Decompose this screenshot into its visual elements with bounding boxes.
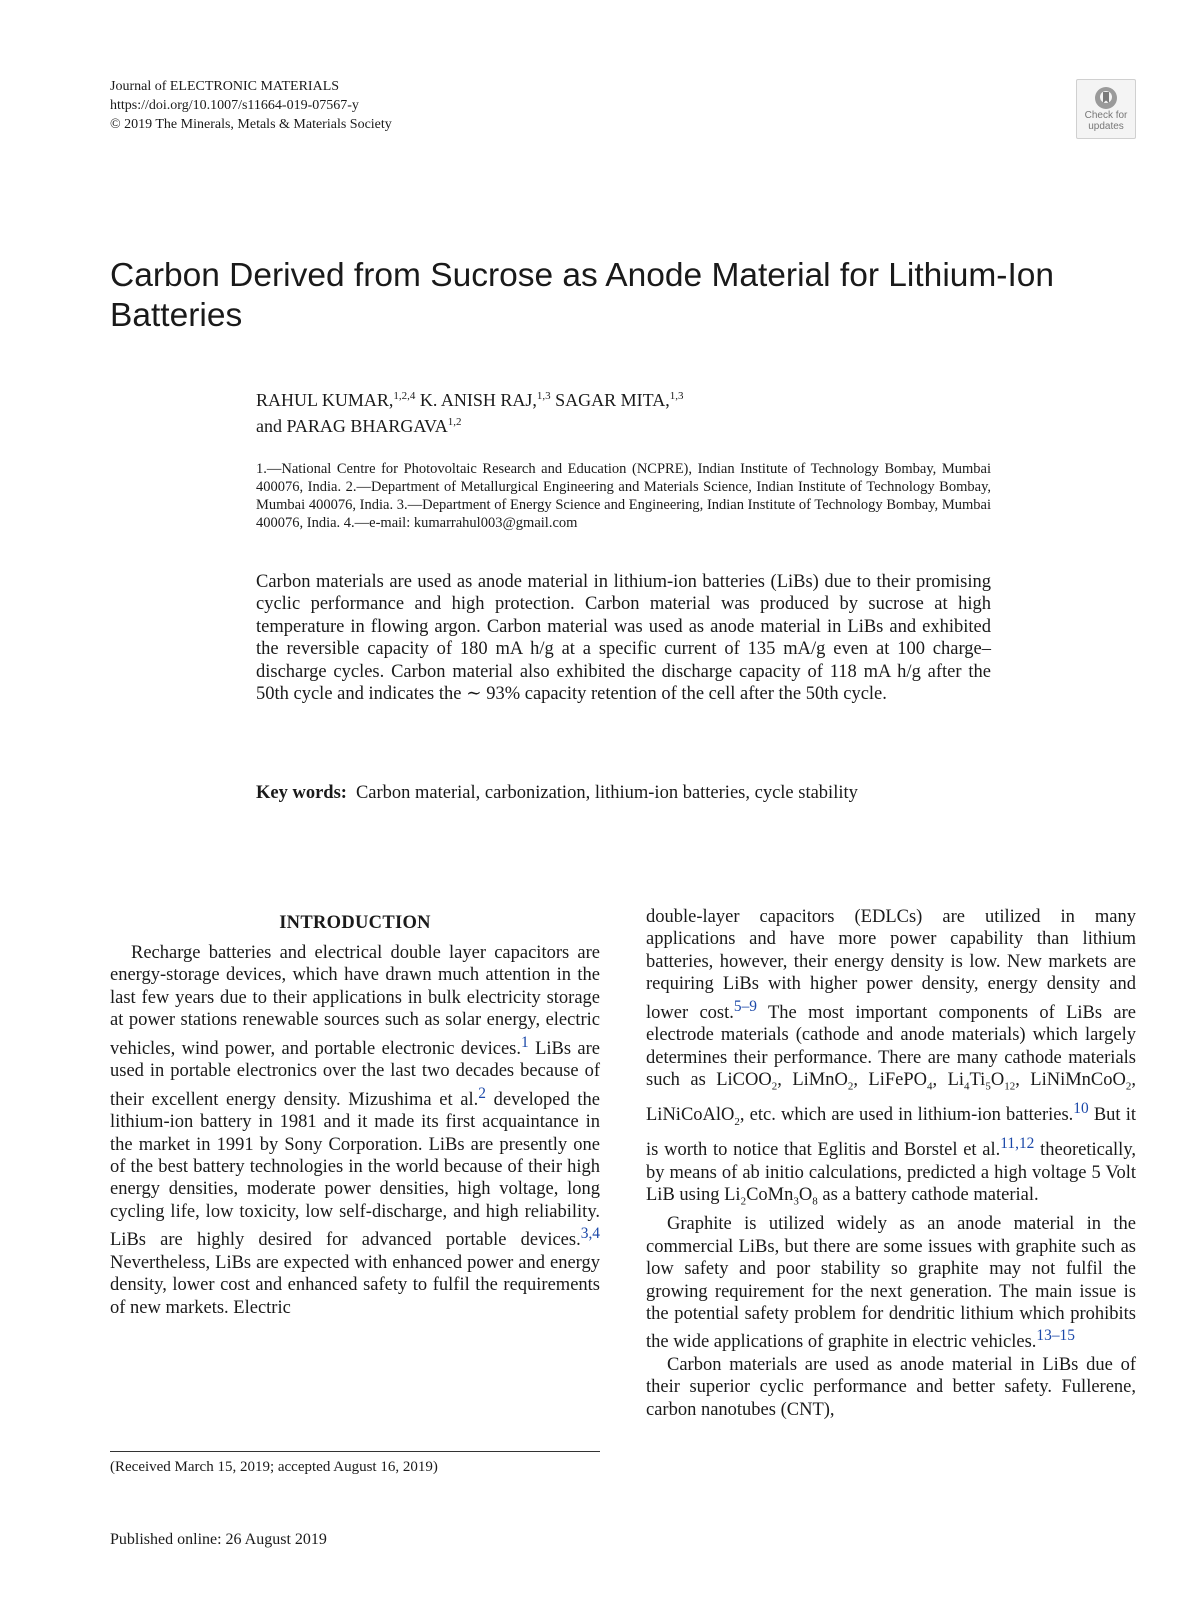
chemical-subscript: 2 — [847, 1080, 854, 1093]
chemical-subscript: 2 — [740, 1196, 747, 1208]
chemical-subscript: 4 — [964, 1080, 970, 1093]
doi-link[interactable]: https://doi.org/10.1007/s11664-019-07567-y — [110, 98, 359, 113]
text-run: , LiMnO — [777, 1070, 848, 1090]
text-run: , Li — [932, 1070, 965, 1090]
abstract: Carbon materials are used as anode material in lithium-ion batteries (LiBs) due to their promising cyclic performance and high protection. Carbon material was produced by sucrose at high temperature in flowing argon. Carbon material was used as anode material in LiBs and exhibited the reversible capacity of 180 mA h/g at a specific current of 135 mA/g even at 100 charge–discharge cycles. Carbon material also exhibited the discharge capacity of 118 mA h/g after the 50th cycle and indicates the ∼ 93% capacity retention of the cell after the 50th cycle. — [256, 572, 991, 705]
body-paragraph — [646, 906, 1136, 1213]
citation-link[interactable]: 2 — [478, 1084, 486, 1102]
section-heading-introduction: INTRODUCTION — [279, 913, 431, 933]
body-paragraph — [110, 942, 600, 1319]
text-run: , LiNiCoAlO — [646, 1070, 1136, 1126]
keywords-text: Carbon material, carbonization, lithium-ion batteries, cycle stability — [355, 783, 858, 803]
chemical-subscript: 4 — [927, 1080, 933, 1093]
author-list — [256, 385, 683, 437]
text-run: Nevertheless, LiBs are expected with enhanced power and energy density, lower cost and enhanced safety to fulfil the requirements of new markets. Electric — [110, 1252, 600, 1318]
citation-link[interactable]: 10 — [1073, 1100, 1089, 1118]
text-run: Recharge batteries and electrical double layer capacitors are energy-storage devices, which have drawn much attention in the last few years due to their applications in bulk electricity storage at power stations renewable sources such as solar energy, electric vehicles, wind power, and portable electronic devices. — [110, 943, 600, 1059]
keywords-block — [256, 782, 991, 804]
received-dates-footnote: (Received March 15, 2019; accepted August 16, 2019) — [110, 1459, 438, 1475]
author-name: and PARAG BHARGAVA — [256, 416, 448, 436]
journal-header — [110, 77, 392, 134]
text-run: , LiFePO — [853, 1070, 927, 1090]
text-run: Graphite is utilized widely as an anode material in the commercial LiBs, but there are some issues with graphite such as low safety and poor stability so graphite may not fulfil the growing requirement for the next generation. The main issue is the potential safety problem for dendritic lithium which prohibits the wide applications of graphite in electric vehicles. — [646, 1214, 1136, 1353]
chemical-subscript: 12 — [1004, 1080, 1016, 1093]
body-paragraph — [646, 1213, 1136, 1354]
chemical-subscript: 5 — [985, 1080, 991, 1093]
paper-title: Carbon Derived from Sucrose as Anode Material for Lithium-Ion Batteries — [110, 257, 1055, 334]
chemical-subscript: 2 — [734, 1115, 740, 1128]
copyright-line: © 2019 The Minerals, Metals & Materials Society — [110, 117, 392, 132]
author-name: SAGAR MITA, — [550, 390, 670, 410]
text-run: , etc. which are used in lithium-ion batteries. — [739, 1105, 1074, 1126]
chemical-subscript: 2 — [771, 1080, 778, 1093]
author-affiliation-marker: 1,3 — [536, 390, 551, 402]
citation-link[interactable]: 1 — [520, 1033, 529, 1051]
text-run: Ti — [969, 1070, 986, 1090]
badge-label-line1: Check for — [1084, 110, 1128, 121]
text-run: CoMn — [746, 1185, 794, 1206]
text-run: O — [798, 1185, 813, 1206]
chemical-subscript: 8 — [812, 1196, 818, 1208]
check-for-updates-button[interactable] — [1076, 79, 1136, 139]
chemical-subscript: 3 — [793, 1196, 799, 1208]
text-run: O — [990, 1070, 1005, 1090]
published-online-date: Published online: 26 August 2019 — [110, 1531, 327, 1548]
affiliations: 1.—National Centre for Photovoltaic Research and Education (NCPRE), Indian Institute of Technology Bombay, Mumbai 400076, India. 2.—Department of Metallurgical Engineering and Materials Science, Indian Institute of Technology Bombay, Mumbai 400076, India. 3.—Department of Energy Science and Engineering, Indian Institute of Technology Bombay, Mumbai 400076, India. 4.—e-mail: kumarrahul003@gmail.com — [256, 461, 991, 531]
text-run: double-layer capacitors (EDLCs) are utilized in many applications and have more power capability than lithium batteries, however, their energy density is low. New markets are requiring LiBs with higher power density, energy density and lower cost. — [646, 907, 1136, 1023]
author-affiliation-marker: 1,3 — [669, 390, 684, 402]
body-paragraph: Carbon materials are used as anode material in LiBs due of their superior cyclic performance and better safety. Fullerene, carbon nanotubes (CNT), — [646, 1355, 1136, 1420]
chemical-subscript: 2 — [1125, 1080, 1132, 1093]
citation-link[interactable]: 13–15 — [1036, 1327, 1075, 1345]
journal-name: Journal of ELECTRONIC MATERIALS — [110, 79, 340, 94]
text-run: LiBs are used in portable electronics over the last two decades because of their excellent energy density. Mizushima et al. — [110, 1038, 601, 1110]
text-run: as a battery cathode material. — [817, 1185, 1039, 1206]
text-run: The most important components of LiBs are electrode materials (cathode and anode materials) which largely determines their performance. There are many cathode materials such as LiCOO — [646, 1002, 1136, 1090]
crossmark-icon — [1094, 86, 1118, 110]
author-affiliation-marker: 1,2 — [447, 416, 462, 428]
text-run: theoretically, by means of ab initio calculations, predicted a high voltage 5 Volt LiB using Li — [646, 1140, 1136, 1206]
citation-link[interactable]: 3,4 — [580, 1225, 600, 1243]
text-run: But it is worth to notice that Eglitis and Borstel et al. — [646, 1105, 1136, 1161]
footnote-divider — [110, 1451, 600, 1452]
author-name: RAHUL KUMAR, — [256, 390, 394, 410]
body-column-right — [646, 906, 1136, 1421]
author-name: K. ANISH RAJ, — [415, 390, 537, 410]
badge-label-line2: updates — [1088, 121, 1124, 132]
body-column-left — [110, 912, 600, 1319]
citation-link[interactable]: 5–9 — [733, 997, 757, 1015]
text-run: , LiNiMnCoO — [1015, 1070, 1126, 1090]
citation-link[interactable]: 11,12 — [1000, 1135, 1035, 1153]
author-affiliation-marker: 1,2,4 — [393, 390, 416, 402]
text-run: developed the lithium-ion battery in 1981 and it made its first acquaintance in the market in 1991 by Sony Corporation. LiBs are presently one of the best battery technologies in the world because of their high energy densities, moderate power densities, high voltage, long cycling life, low toxicity, low self-discharge, and high reliability. LiBs are highly desired for advanced portable devices. — [110, 1089, 600, 1251]
keywords-label: Key words: — [256, 783, 347, 803]
